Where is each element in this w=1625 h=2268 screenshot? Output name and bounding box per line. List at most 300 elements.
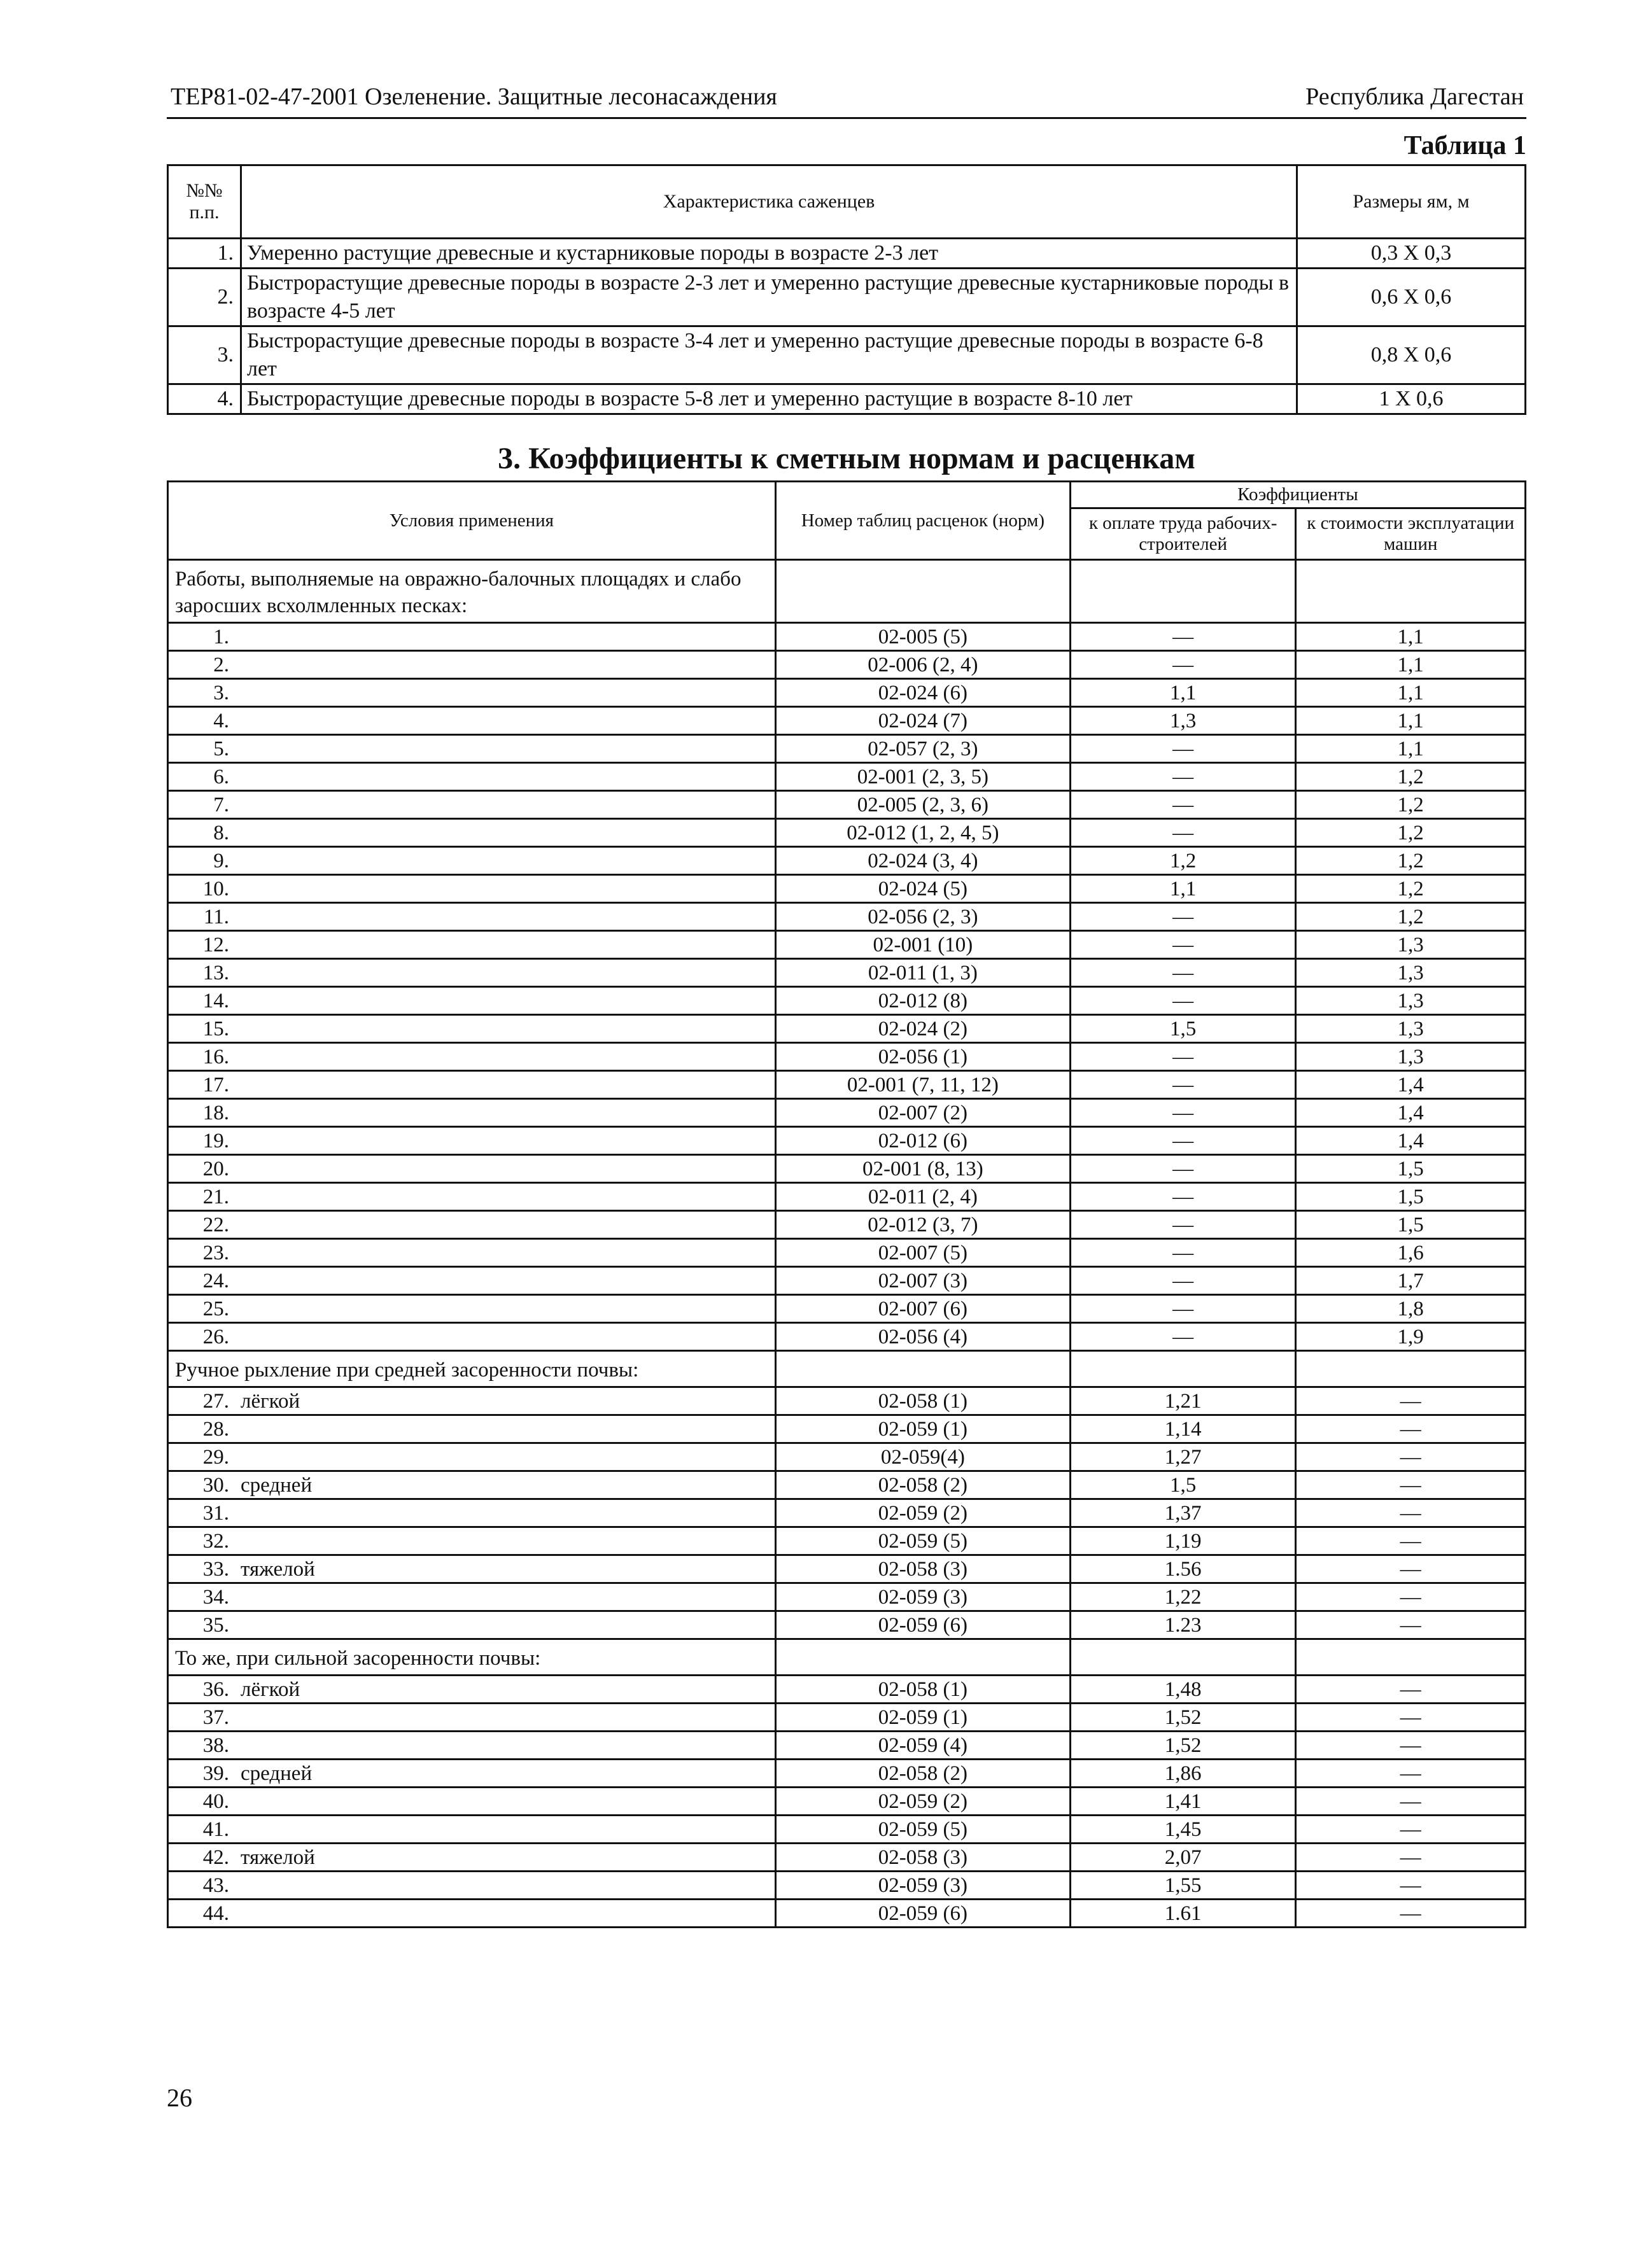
condition-cell — [168, 1788, 776, 1816]
condition-cell — [168, 1816, 776, 1844]
coef-machines: 1,1 — [1296, 707, 1526, 735]
table-row — [168, 1211, 1526, 1239]
condition-cell — [168, 1583, 776, 1611]
table-row — [168, 1183, 1526, 1211]
table-code: 02-058 (1) — [775, 1676, 1070, 1704]
coef-machines: 1,2 — [1296, 903, 1526, 931]
table-code: 02-024 (6) — [775, 679, 1070, 707]
row-number: 10. — [202, 877, 229, 900]
coef-machines: 1,5 — [1296, 1183, 1526, 1211]
coef-labor: — — [1070, 931, 1295, 959]
table-row — [168, 1676, 1526, 1704]
table-row — [168, 1760, 1526, 1788]
coef-labor: 1,5 — [1070, 1471, 1295, 1499]
table-row — [168, 735, 1526, 763]
table-row — [168, 1844, 1526, 1872]
condition-cell — [168, 1071, 776, 1099]
coef-machines: — — [1296, 1415, 1526, 1443]
condition-cell — [168, 903, 776, 931]
row-number: 30. — [202, 1473, 229, 1497]
row-number: 4. — [213, 709, 229, 732]
table-row — [168, 959, 1526, 987]
seedling-description: Умеренно растущие древесные и кустарниковые породы в возрасте 2-3 лет — [241, 239, 1297, 269]
coef-labor: 1,27 — [1070, 1443, 1295, 1471]
table-row — [168, 707, 1526, 735]
condition-cell — [168, 1844, 776, 1872]
table-code: 02-059 (2) — [775, 1499, 1070, 1527]
table-code: 02-059 (5) — [775, 1527, 1070, 1555]
condition-cell — [168, 1183, 776, 1211]
group-label: То же, при сильной засоренности почвы: — [168, 1639, 776, 1676]
group-k2-empty — [1296, 560, 1526, 623]
coef-machines: — — [1296, 1499, 1526, 1527]
table1-row — [168, 384, 1526, 414]
condition-cell — [168, 1499, 776, 1527]
table-row — [168, 1415, 1526, 1443]
table-code: 02-059 (5) — [775, 1816, 1070, 1844]
coef-machines: 1,1 — [1296, 679, 1526, 707]
coef-machines: 1,4 — [1296, 1099, 1526, 1127]
row-number: 8. — [213, 821, 229, 844]
coef-machines: — — [1296, 1471, 1526, 1499]
coef-labor: — — [1070, 819, 1295, 847]
soil-type: средней — [241, 1761, 313, 1785]
condition-cell — [168, 1471, 776, 1499]
group-row — [168, 560, 1526, 623]
table-code: 02-056 (1) — [775, 1043, 1070, 1071]
coef-machines: 1,2 — [1296, 791, 1526, 819]
table-code: 02-005 (2, 3, 6) — [775, 791, 1070, 819]
coefficients-table — [167, 480, 1526, 1928]
condition-cell — [168, 1211, 776, 1239]
coef-machines: 1,1 — [1296, 651, 1526, 679]
group-row — [168, 1351, 1526, 1387]
condition-cell — [168, 819, 776, 847]
table-row — [168, 1323, 1526, 1351]
row-number: 3. — [213, 681, 229, 704]
row-number: 11. — [203, 905, 229, 928]
group-row — [168, 1639, 1526, 1676]
row-number: 28. — [202, 1417, 229, 1441]
group-label: Ручное рыхление при средней засоренности почвы: — [168, 1351, 776, 1387]
table-code: 02-024 (7) — [775, 707, 1070, 735]
coef-machines: 1,5 — [1296, 1155, 1526, 1183]
table-row — [168, 1387, 1526, 1415]
row-number: 33. — [202, 1557, 229, 1581]
table-row — [168, 931, 1526, 959]
condition-cell — [168, 1760, 776, 1788]
condition-cell — [168, 1704, 776, 1732]
section-title: 3. Коэффициенты к сметным нормам и расценкам — [498, 442, 1195, 475]
table-code: 02-059 (1) — [775, 1704, 1070, 1732]
condition-cell — [168, 623, 776, 651]
pit-size: 0,6 X 0,6 — [1297, 269, 1526, 326]
coef-labor: — — [1070, 1239, 1295, 1267]
condition-cell — [168, 1043, 776, 1071]
condition-cell — [168, 707, 776, 735]
seedling-description: Быстрорастущие древесные породы в возрасте 3-4 лет и умеренно растущие древесные породы в возрасте 6-8 лет — [241, 326, 1297, 384]
group-k1-empty — [1070, 1639, 1295, 1676]
coef-labor: 1,22 — [1070, 1583, 1295, 1611]
row-number: 18. — [202, 1101, 229, 1124]
coef-machines: — — [1296, 1788, 1526, 1816]
region-name: Республика Дагестан — [1305, 83, 1524, 110]
coef-labor: 1,52 — [1070, 1704, 1295, 1732]
coef-machines: 1,3 — [1296, 987, 1526, 1015]
document-title: ТЕР81-02-47-2001 Озеленение. Защитные лесонасаждения — [171, 83, 777, 110]
table2-body — [168, 560, 1526, 1928]
row-number: 5. — [213, 737, 229, 760]
coef-machines: 1,8 — [1296, 1295, 1526, 1323]
condition-cell — [168, 1872, 776, 1900]
coef-machines: 1,1 — [1296, 623, 1526, 651]
coef-labor: — — [1070, 791, 1295, 819]
table-row — [168, 1239, 1526, 1267]
table2-header-row-1 — [168, 482, 1526, 508]
coef-labor: 1,19 — [1070, 1527, 1295, 1555]
table-row — [168, 1499, 1526, 1527]
table-row — [168, 987, 1526, 1015]
table-row — [168, 679, 1526, 707]
row-number: 15. — [202, 1017, 229, 1040]
table-code: 02-012 (3, 7) — [775, 1211, 1070, 1239]
condition-cell — [168, 1676, 776, 1704]
condition-cell — [168, 959, 776, 987]
row-number: 26. — [202, 1325, 229, 1348]
row-number: 7. — [213, 793, 229, 816]
table-code: 02-057 (2, 3) — [775, 735, 1070, 763]
table-code: 02-059 (6) — [775, 1611, 1070, 1639]
coef-machines: — — [1296, 1527, 1526, 1555]
condition-cell — [168, 735, 776, 763]
group-k1-empty — [1070, 1351, 1295, 1387]
row-number: 6. — [213, 765, 229, 788]
table2-header-k-labor: к оплате труда рабочих-строителей — [1070, 508, 1295, 560]
coef-machines: 1,3 — [1296, 959, 1526, 987]
coef-labor: — — [1070, 1043, 1295, 1071]
table-row — [168, 1527, 1526, 1555]
seedling-description: Быстрорастущие древесные породы в возрасте 5-8 лет и умеренно растущие в возрасте 8-10 лет — [241, 384, 1297, 414]
coef-labor: — — [1070, 1295, 1295, 1323]
table-code: 02-058 (3) — [775, 1844, 1070, 1872]
coef-machines: — — [1296, 1844, 1526, 1872]
table-code: 02-056 (4) — [775, 1323, 1070, 1351]
coef-labor: — — [1070, 1211, 1295, 1239]
table-code: 02-007 (3) — [775, 1267, 1070, 1295]
coef-labor: 1,5 — [1070, 1015, 1295, 1043]
row-number: 39. — [202, 1761, 229, 1785]
condition-cell — [168, 651, 776, 679]
coef-labor: 1,55 — [1070, 1872, 1295, 1900]
coef-machines: — — [1296, 1583, 1526, 1611]
coef-labor: — — [1070, 903, 1295, 931]
row-number: 14. — [202, 989, 229, 1012]
table-code: 02-059 (2) — [775, 1788, 1070, 1816]
table2-header-conditions: Условия применения — [168, 482, 776, 560]
condition-cell — [168, 1527, 776, 1555]
soil-type: тяжелой — [241, 1557, 315, 1581]
coef-machines: — — [1296, 1732, 1526, 1760]
condition-cell — [168, 679, 776, 707]
coef-labor: 1,52 — [1070, 1732, 1295, 1760]
coef-machines: 1,2 — [1296, 819, 1526, 847]
coef-labor: 1,45 — [1070, 1816, 1295, 1844]
coef-labor: — — [1070, 1099, 1295, 1127]
row-number: 38. — [202, 1733, 229, 1757]
soil-type: средней — [241, 1473, 313, 1497]
table2-header-coefficients: Коэффициенты — [1070, 482, 1525, 508]
condition-cell — [168, 1387, 776, 1415]
row-number: 19. — [202, 1129, 229, 1152]
soil-type: тяжелой — [241, 1845, 315, 1869]
table-code: 02-024 (3, 4) — [775, 847, 1070, 875]
table-code: 02-012 (8) — [775, 987, 1070, 1015]
table1-row — [168, 326, 1526, 384]
table-row — [168, 875, 1526, 903]
coef-machines: 1,1 — [1296, 735, 1526, 763]
table-code: 02-058 (2) — [775, 1760, 1070, 1788]
row-number: 34. — [202, 1585, 229, 1609]
coef-labor: — — [1070, 735, 1295, 763]
table-row — [168, 1155, 1526, 1183]
condition-cell — [168, 987, 776, 1015]
table-code: 02-001 (10) — [775, 931, 1070, 959]
row-number: 41. — [202, 1817, 229, 1841]
condition-cell — [168, 1415, 776, 1443]
condition-cell — [168, 1099, 776, 1127]
coef-machines: 1,5 — [1296, 1211, 1526, 1239]
coef-labor: 1,41 — [1070, 1788, 1295, 1816]
row-number: 31. — [202, 1501, 229, 1525]
coef-labor: 1,21 — [1070, 1387, 1295, 1415]
table1-row — [168, 239, 1526, 269]
row-number: 9. — [213, 849, 229, 872]
coef-machines: — — [1296, 1872, 1526, 1900]
row-number: 20. — [202, 1157, 229, 1180]
table-code: 02-011 (1, 3) — [775, 959, 1070, 987]
coef-labor: 1.56 — [1070, 1555, 1295, 1583]
table-row — [168, 1900, 1526, 1928]
group-code-empty — [775, 1351, 1070, 1387]
coef-labor: — — [1070, 651, 1295, 679]
row-number: 3. — [168, 326, 241, 384]
table-code: 02-024 (2) — [775, 1015, 1070, 1043]
table1-header-row — [168, 165, 1526, 239]
row-number: 40. — [202, 1789, 229, 1813]
condition-cell — [168, 847, 776, 875]
table1-header-size: Размеры ям, м — [1297, 165, 1526, 239]
table1-header-desc: Характеристика саженцев — [241, 165, 1297, 239]
table-code: 02-001 (7, 11, 12) — [775, 1071, 1070, 1099]
condition-cell — [168, 1267, 776, 1295]
coef-labor: 1,3 — [1070, 707, 1295, 735]
row-number: 37. — [202, 1705, 229, 1729]
coef-machines: — — [1296, 1387, 1526, 1415]
pit-size: 0,8 X 0,6 — [1297, 326, 1526, 384]
table-code: 02-059 (4) — [775, 1732, 1070, 1760]
table-row — [168, 1816, 1526, 1844]
seedlings-table — [167, 164, 1526, 415]
table-code: 02-001 (2, 3, 5) — [775, 763, 1070, 791]
table1-caption: Таблица 1 — [1403, 131, 1526, 160]
page-header — [167, 78, 1526, 119]
table-code: 02-005 (5) — [775, 623, 1070, 651]
table-row — [168, 1071, 1526, 1099]
table-row — [168, 847, 1526, 875]
pit-size: 0,3 X 0,3 — [1297, 239, 1526, 269]
table1-row — [168, 269, 1526, 326]
coef-labor: 1,14 — [1070, 1415, 1295, 1443]
table-row — [168, 1099, 1526, 1127]
table-code: 02-024 (5) — [775, 875, 1070, 903]
table-row — [168, 1611, 1526, 1639]
condition-cell — [168, 763, 776, 791]
seedling-description: Быстрорастущие древесные породы в возрасте 2-3 лет и умеренно растущие древесные кустарниковые породы в возрасте 4-5 лет — [241, 269, 1297, 326]
coef-machines: — — [1296, 1760, 1526, 1788]
table-row — [168, 1788, 1526, 1816]
table-row — [168, 1872, 1526, 1900]
coef-machines: — — [1296, 1611, 1526, 1639]
table-code: 02-011 (2, 4) — [775, 1183, 1070, 1211]
coef-machines: — — [1296, 1900, 1526, 1928]
table-row — [168, 1043, 1526, 1071]
table-row — [168, 1555, 1526, 1583]
condition-cell — [168, 1555, 776, 1583]
coef-machines: 1,9 — [1296, 1323, 1526, 1351]
table-code: 02-056 (2, 3) — [775, 903, 1070, 931]
row-number: 21. — [202, 1185, 229, 1208]
coef-labor: — — [1070, 1267, 1295, 1295]
coef-labor: 1.61 — [1070, 1900, 1295, 1928]
table-row — [168, 1732, 1526, 1760]
group-code-empty — [775, 1639, 1070, 1676]
row-number: 23. — [202, 1241, 229, 1264]
coef-labor: — — [1070, 987, 1295, 1015]
coef-labor: — — [1070, 623, 1295, 651]
row-number: 2. — [168, 269, 241, 326]
table-code: 02-058 (2) — [775, 1471, 1070, 1499]
table-code: 02-058 (1) — [775, 1387, 1070, 1415]
coef-machines: 1,4 — [1296, 1127, 1526, 1155]
row-number: 13. — [202, 961, 229, 984]
row-number: 27. — [202, 1389, 229, 1413]
row-number: 4. — [168, 384, 241, 414]
group-k2-empty — [1296, 1639, 1526, 1676]
table-row — [168, 903, 1526, 931]
coef-machines: 1,3 — [1296, 1015, 1526, 1043]
coef-machines: 1,3 — [1296, 1043, 1526, 1071]
coef-labor: 1,1 — [1070, 875, 1295, 903]
table-code: 02-059 (3) — [775, 1583, 1070, 1611]
group-label: Работы, выполняемые на овражно-балочных площадях и слабо заросших всхолмленных песках: — [168, 560, 776, 623]
coef-labor: 1,37 — [1070, 1499, 1295, 1527]
row-number: 1. — [213, 625, 229, 648]
table-row — [168, 1295, 1526, 1323]
condition-cell — [168, 1611, 776, 1639]
coef-labor: — — [1070, 1323, 1295, 1351]
row-number: 32. — [202, 1529, 229, 1553]
table-code: 02-059 (1) — [775, 1415, 1070, 1443]
table-code: 02-007 (2) — [775, 1099, 1070, 1127]
row-number: 29. — [202, 1445, 229, 1469]
table-row — [168, 819, 1526, 847]
condition-cell — [168, 931, 776, 959]
condition-cell — [168, 1732, 776, 1760]
table-code: 02-059 (3) — [775, 1872, 1070, 1900]
coef-machines: — — [1296, 1676, 1526, 1704]
coef-labor: — — [1070, 1155, 1295, 1183]
row-number: 17. — [202, 1073, 229, 1096]
condition-cell — [168, 1900, 776, 1928]
coef-labor: 1,86 — [1070, 1760, 1295, 1788]
table-code: 02-012 (6) — [775, 1127, 1070, 1155]
table-code: 02-001 (8, 13) — [775, 1155, 1070, 1183]
coef-machines: — — [1296, 1443, 1526, 1471]
table-row — [168, 1443, 1526, 1471]
group-k1-empty — [1070, 560, 1295, 623]
condition-cell — [168, 1295, 776, 1323]
coef-machines: 1,6 — [1296, 1239, 1526, 1267]
table2-header-k-machines: к стоимости эксплуатации машин — [1296, 508, 1526, 560]
row-number: 1. — [168, 239, 241, 269]
coef-labor: — — [1070, 1183, 1295, 1211]
group-code-empty — [775, 560, 1070, 623]
coef-labor: — — [1070, 1127, 1295, 1155]
coef-labor: — — [1070, 763, 1295, 791]
row-number: 36. — [202, 1677, 229, 1701]
table-row — [168, 791, 1526, 819]
coef-labor: 1,1 — [1070, 679, 1295, 707]
coef-labor: 2,07 — [1070, 1844, 1295, 1872]
table1-header-num: №№ п.п. — [168, 165, 241, 239]
condition-cell — [168, 1239, 776, 1267]
row-number: 42. — [202, 1845, 229, 1869]
table-row — [168, 623, 1526, 651]
coef-labor: — — [1070, 959, 1295, 987]
table-row — [168, 1583, 1526, 1611]
soil-type: лёгкой — [241, 1389, 300, 1413]
coef-machines: 1,2 — [1296, 875, 1526, 903]
pit-size: 1 X 0,6 — [1297, 384, 1526, 414]
table-row — [168, 763, 1526, 791]
table-code: 02-006 (2, 4) — [775, 651, 1070, 679]
coef-machines: 1,2 — [1296, 763, 1526, 791]
group-k2-empty — [1296, 1351, 1526, 1387]
table-code: 02-059(4) — [775, 1443, 1070, 1471]
row-number: 44. — [202, 1901, 229, 1925]
coef-machines: 1,4 — [1296, 1071, 1526, 1099]
row-number: 43. — [202, 1873, 229, 1897]
condition-cell — [168, 1443, 776, 1471]
table-row — [168, 1127, 1526, 1155]
row-number: 25. — [202, 1297, 229, 1320]
table-row — [168, 1015, 1526, 1043]
coef-machines: — — [1296, 1816, 1526, 1844]
condition-cell — [168, 791, 776, 819]
coef-machines: 1,2 — [1296, 847, 1526, 875]
condition-cell — [168, 1323, 776, 1351]
coef-machines: 1,7 — [1296, 1267, 1526, 1295]
coef-machines: 1,3 — [1296, 931, 1526, 959]
table-code: 02-007 (6) — [775, 1295, 1070, 1323]
row-number: 2. — [213, 653, 229, 676]
coef-machines: — — [1296, 1704, 1526, 1732]
table-code: 02-012 (1, 2, 4, 5) — [775, 819, 1070, 847]
page-number: 26 — [167, 2083, 192, 2112]
row-number: 22. — [202, 1213, 229, 1236]
table-code: 02-058 (3) — [775, 1555, 1070, 1583]
table-code: 02-059 (6) — [775, 1900, 1070, 1928]
